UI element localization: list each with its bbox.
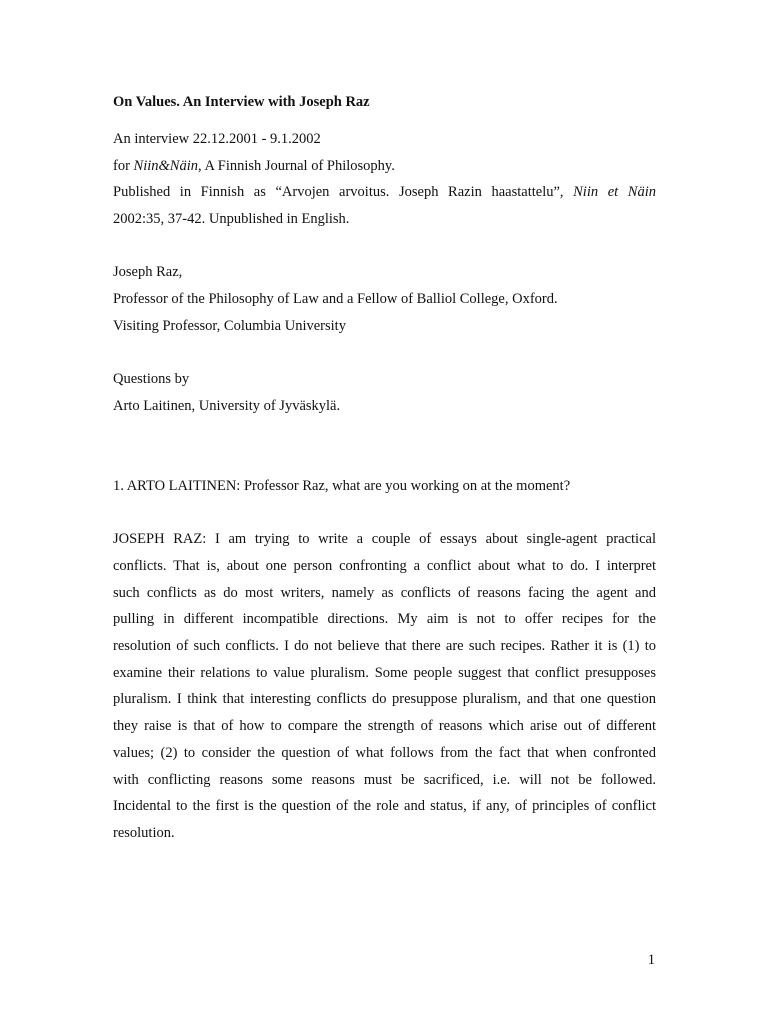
answer-line: with conflicting reasons some reasons must be sacrificed, i.e. will not be followed. [113, 771, 656, 788]
published-journal-name: Niin et Näin [573, 184, 656, 201]
answer-1 [113, 526, 656, 846]
interviewee-position: Professor of the Philosophy of Law and a Fellow of Balliol College, Oxford. [113, 291, 558, 308]
interviewee-info [113, 259, 656, 339]
question-1: 1. ARTO LAITINEN: Professor Raz, what are you working on at the moment? [113, 477, 571, 494]
journal-line [113, 153, 656, 180]
document-title: On Values. An Interview with Joseph Raz [113, 94, 370, 110]
journal-prefix: for [113, 157, 134, 174]
answer-line: Incidental to the first is the question of the role and status, if any, of principles of conflict [113, 798, 656, 815]
answer-line: resolution of such conflicts. I do not believe that there are such recipes. Rather it is (1) to [113, 638, 656, 655]
publication-info [113, 126, 656, 233]
questioner-label: Questions by [113, 371, 190, 388]
answer-line: conflicts. That is, about one person confronting a conflict about what to do. I interpret [113, 558, 656, 575]
answer-line: they raise is that of how to compare the strength of reasons which arise out of different [113, 718, 656, 735]
answer-line: such conflicts as do most writers, namely as conflicts of reasons facing the agent and [113, 584, 656, 601]
published-finnish-text: Published in Finnish as “Arvojen arvoitus. Joseph Razin haastattelu”, [113, 184, 574, 201]
publication-pages: 2002:35, 37-42. Unpublished in English. [113, 211, 350, 228]
answer-line: pulling in different incompatible directions. My aim is not to offer recipes for the [113, 611, 656, 628]
answer-line: resolution. [113, 824, 175, 841]
answer-line: pluralism. I think that interesting conflicts do presuppose pluralism, and that one question [113, 691, 656, 708]
questioner-info [113, 366, 656, 419]
answer-line: values; (2) to consider the question of what follows from the fact that when confronted [113, 744, 656, 761]
answer-line: examine their relations to value pluralism. Some people suggest that conflict presupposes [113, 664, 656, 681]
answer-line: JOSEPH RAZ: I am trying to write a couple of essays about single-agent practical [113, 531, 656, 548]
page-number: 1 [647, 952, 655, 968]
document-body [113, 86, 656, 847]
interviewee-name: Joseph Raz, [113, 264, 183, 281]
published-finnish-line [113, 179, 656, 206]
journal-name: Niin&Näin [133, 157, 199, 174]
interviewee-visiting: Visiting Professor, Columbia University [113, 317, 346, 334]
interview-dates: An interview 22.12.2001 - 9.1.2002 [113, 131, 321, 147]
journal-suffix: , A Finnish Journal of Philosophy. [198, 157, 395, 174]
questioner-name: Arto Laitinen, University of Jyväskylä. [113, 397, 341, 414]
